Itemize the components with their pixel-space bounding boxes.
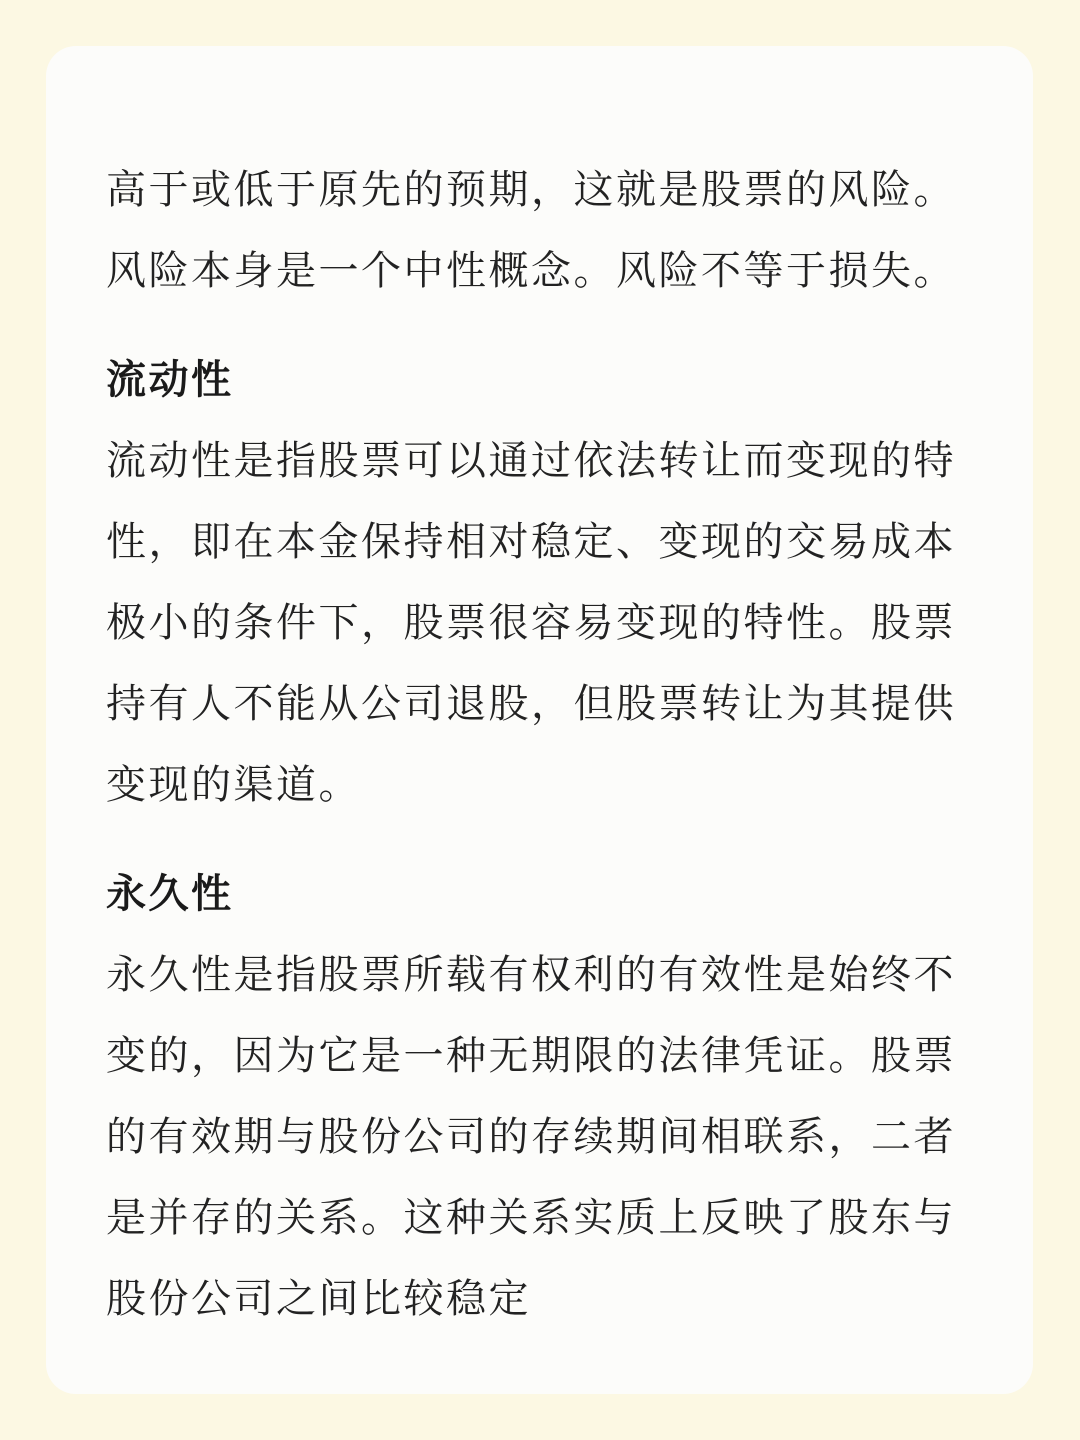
section-body-permanence: 永久性是指股票所载有权利的有效性是始终不变的，因为它是一种无期限的法律凭证。股票的有效期与股份公司的存续期间相联系，二者是并存的关系。这种关系实质上反映了股东与股份公司之间比较稳定 (106, 952, 956, 1322)
section-gap (106, 826, 973, 854)
section-heading-permanence: 永久性 (106, 871, 234, 917)
section-body-liquidity: 流动性是指股票可以通过依法转让而变现的特性，即在本金保持相对稳定、变现的交易成本极小的条件下，股票很容易变现的特性。股票持有人不能从公司退股，但股票转让为其提供变现的渠道。 (106, 438, 956, 808)
section-gap (106, 312, 973, 340)
intro-paragraph: 高于或低于原先的预期，这就是股票的风险。风险本身是一个中性概念。风险不等于损失。 (106, 167, 956, 294)
section-heading-liquidity: 流动性 (106, 357, 234, 403)
content-card (46, 46, 1033, 1394)
